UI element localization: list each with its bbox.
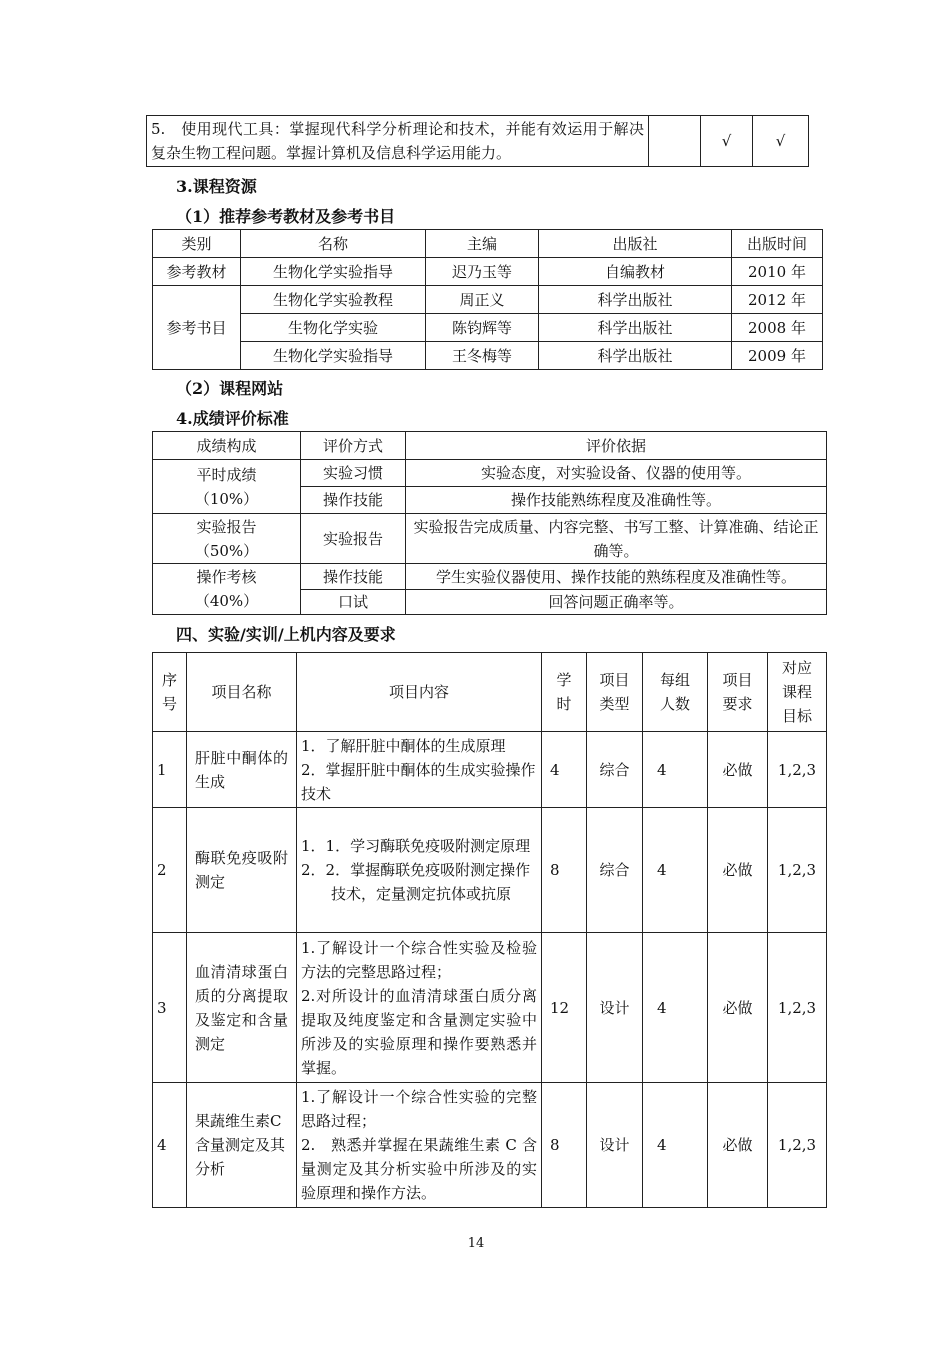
table-row [153,514,827,564]
book-year: 2008 年 [732,314,823,342]
grading-criteria-table [152,431,827,615]
book-editor: 陈钧辉等 [426,314,539,342]
table-row [153,286,823,314]
project-hours: 4 [542,732,587,808]
table-row [153,460,827,487]
column-header: 学时 [542,653,587,732]
project-content-item: 2．掌握肝脏中酮体的生成实验操作技术 [301,760,536,803]
project-name: 果蔬维生素C 含量测定及其分析 [187,1083,297,1208]
project-type: 综合 [587,732,643,808]
project-name: 酶联免疫吸附测定 [187,808,297,933]
eval-basis: 操作技能熟练程度及准确性等。 [406,487,827,514]
project-hours: 12 [542,933,587,1083]
eval-method: 操作技能 [301,564,406,590]
table-row [153,1083,827,1208]
project-content-item: 1.了解设计一个综合性实验及检验方法的完整思路过程； [301,938,537,981]
section-heading: 3.课程资源 [176,177,257,196]
book-publisher: 科学出版社 [539,314,732,342]
book-publisher: 科学出版社 [539,286,732,314]
project-requirement: 必做 [708,933,768,1083]
project-type: 设计 [587,933,643,1083]
project-content-item: 2.对所设计的血清清球蛋白质分离提取及纯度鉴定和含量测定实验中所涉及的实验原理和操作要熟悉并掌握。 [301,986,537,1077]
project-number: 4 [153,1083,187,1208]
column-header: 出版社 [539,230,732,258]
column-header: 对应课程目标 [768,653,827,732]
objectives-table-continued [146,115,809,167]
column-header: 评价方式 [301,432,406,460]
project-goals: 1,2,3 [768,732,827,808]
column-header: 项目类型 [587,653,643,732]
project-content-item: 1．了解肝脏中酮体的生成原理 [301,736,506,755]
eval-basis: 回答问题正确率等。 [406,590,827,615]
column-header: 成绩构成 [153,432,301,460]
project-hours: 8 [542,808,587,933]
book-year: 2012 年 [732,286,823,314]
project-type: 综合 [587,808,643,933]
table-row [153,258,823,286]
project-number: 3 [153,933,187,1083]
column-header: 项目内容 [297,653,542,732]
book-publisher: 自编教材 [539,258,732,286]
column-header: 项目要求 [708,653,768,732]
column-header: 出版时间 [732,230,823,258]
eval-basis: 学生实验仪器使用、操作技能的熟练程度及准确性等。 [406,564,827,590]
project-group-size: 4 [643,808,708,933]
grade-component-name: 实验报告 [196,517,257,536]
column-header: 序号 [153,653,187,732]
subsection-heading: （2）课程网站 [176,379,284,398]
book-publisher: 科学出版社 [539,342,732,370]
book-name: 生物化学实验指导 [241,342,426,370]
project-requirement: 必做 [708,732,768,808]
column-header: 每组人数 [643,653,708,732]
book-name: 生物化学实验指导 [241,258,426,286]
table-row [153,933,827,1083]
column-header: 项目名称 [187,653,297,732]
project-hours: 8 [542,1083,587,1208]
project-type: 设计 [587,1083,643,1208]
project-number: 1 [153,732,187,808]
section-heading: 4.成绩评价标准 [176,409,289,428]
table-row [147,116,809,167]
book-editor: 周正义 [426,286,539,314]
table-header-row [153,230,823,258]
book-name: 生物化学实验教程 [241,286,426,314]
project-content-item: 1．1．学习酶联免疫吸附测定原理 [301,837,531,855]
project-group-size: 4 [643,933,708,1083]
grade-component-name: 操作考核 [196,568,257,586]
project-content [297,1083,542,1208]
project-content [297,933,542,1083]
book-year: 2010 年 [732,258,823,286]
book-category: 参考教材 [153,258,241,286]
project-requirement: 必做 [708,1083,768,1208]
eval-method: 操作技能 [301,487,406,514]
project-group-size: 4 [643,732,708,808]
objective-text: 5. 使用现代工具：掌握现代科学分析理论和技术，并能有效运用于解决复杂生物工程问题。掌握计算机及信息科学运用能力。 [147,116,649,167]
column-header: 主编 [426,230,539,258]
table-row [153,808,827,933]
book-name: 生物化学实验 [241,314,426,342]
table-header-row [153,432,827,460]
experiment-projects-table [152,652,827,1208]
eval-basis: 实验态度，对实验设备、仪器的使用等。 [406,460,827,487]
project-goals: 1,2,3 [768,808,827,933]
grade-component-weight: （50%） [194,541,259,560]
grade-component-name: 平时成绩 [196,465,257,484]
reference-books-table [152,229,823,370]
grade-component [153,514,301,564]
objective-mark [649,116,701,167]
table-row [153,564,827,590]
book-editor: 王冬梅等 [426,342,539,370]
project-name: 血清清球蛋白质的分离提取及鉴定和含量测定 [187,933,297,1083]
project-content [297,732,542,808]
project-goals: 1,2,3 [768,933,827,1083]
eval-method: 实验报告 [301,514,406,564]
project-requirement: 必做 [708,808,768,933]
eval-basis: 实验报告完成质量、内容完整、书写工整、计算准确、结论正确等。 [406,514,827,564]
objective-mark: √ [701,116,753,167]
project-group-size: 4 [643,1083,708,1208]
project-goals: 1,2,3 [768,1083,827,1208]
page-number: 14 [467,1236,485,1251]
objective-mark: √ [753,116,809,167]
book-editor: 迟乃玉等 [426,258,539,286]
subsection-heading: （1）推荐参考教材及参考书目 [176,207,396,226]
grade-component-weight: （10%） [194,489,259,508]
table-header-row [153,653,827,732]
project-name: 肝脏中酮体的生成 [187,732,297,808]
grade-component [153,460,301,514]
project-content-item: 2. 熟悉并掌握在果蔬维生素 C 含量测定及其分析实验中所涉及的实验原理和操作方法。 [301,1136,537,1202]
book-category: 参考书目 [153,286,241,370]
section-heading: 四、实验/实训/上机内容及要求 [176,625,396,644]
project-content-item: 1.了解设计一个综合性实验的完整思路过程； [301,1088,537,1130]
table-row [153,732,827,808]
project-number: 2 [153,808,187,933]
grade-component-weight: （40%） [194,592,259,610]
book-year: 2009 年 [732,342,823,370]
column-header: 评价依据 [406,432,827,460]
table-row [153,314,823,342]
project-content [297,808,542,933]
table-row [153,342,823,370]
column-header: 类别 [153,230,241,258]
eval-method: 实验习惯 [301,460,406,487]
grade-component [153,564,301,615]
project-content-item: 2．2．掌握酶联免疫吸附测定操作技术，定量测定抗体或抗原 [301,861,531,903]
column-header: 名称 [241,230,426,258]
eval-method: 口试 [301,590,406,615]
